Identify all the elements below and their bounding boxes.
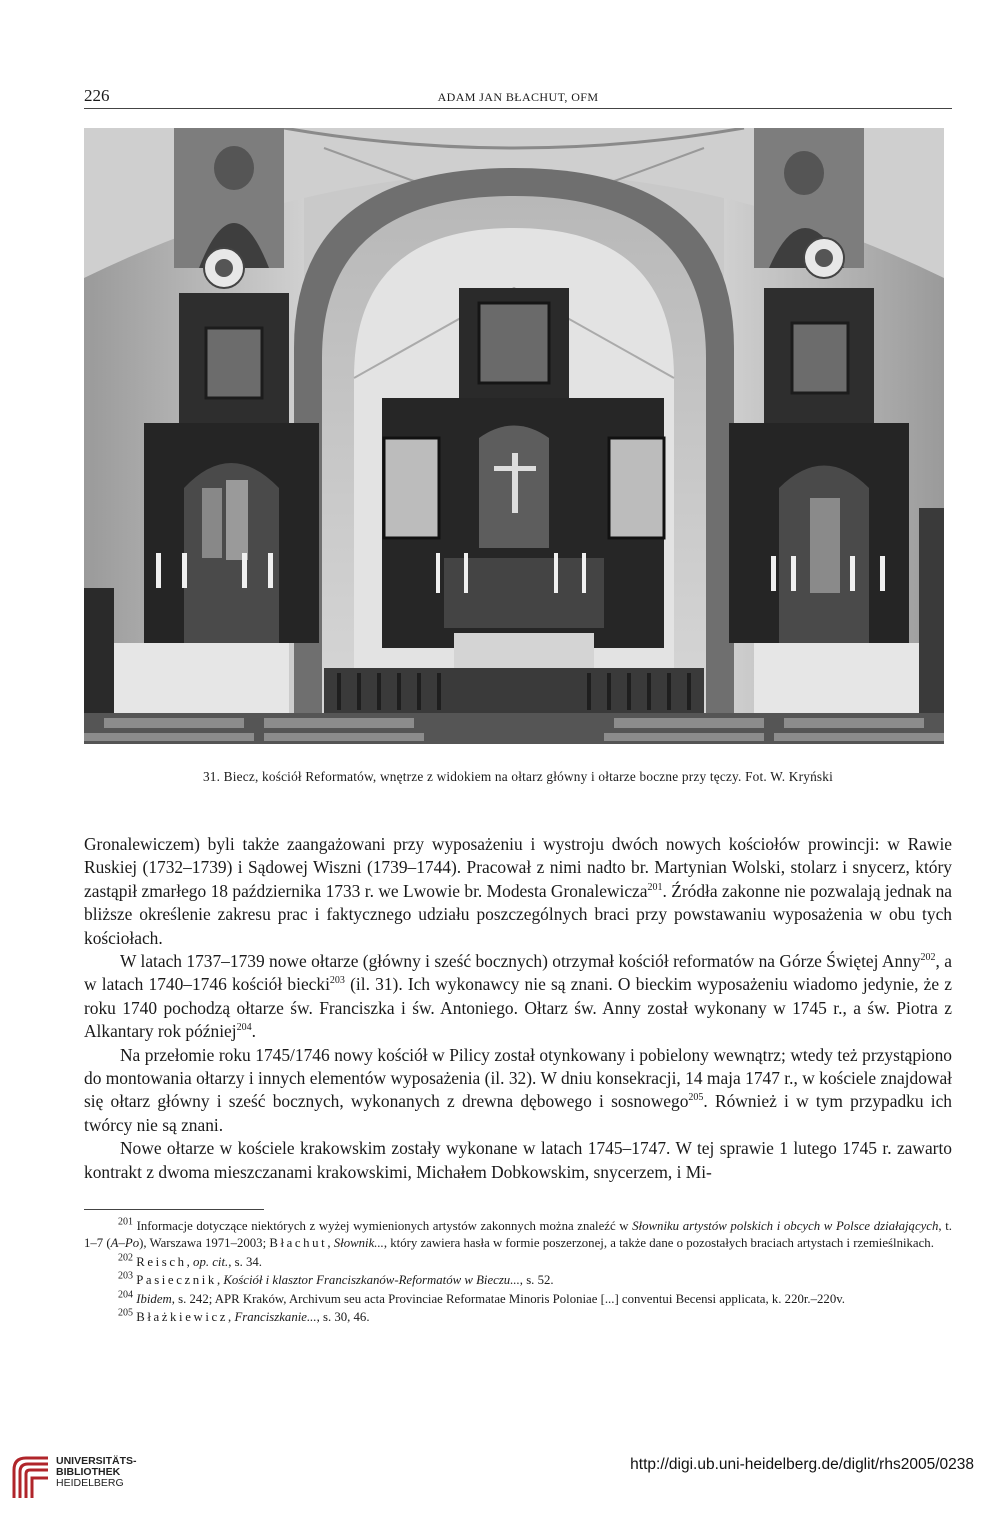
library-name — [56, 1456, 137, 1489]
text-run: , s. 242; APR Kraków, Archivum seu acta Provinciae Reformatae Minoris Poloniae [...] conventui Becensi applicata, k. 220r.–220v. — [171, 1291, 845, 1306]
footnote-number: 201 — [118, 1216, 133, 1228]
church-interior-photo — [84, 128, 944, 744]
text-run-italic: Słownik... — [333, 1236, 384, 1251]
library-name-line: UNIVERSITÄTS- — [56, 1455, 137, 1467]
footnote-ref-203: 203 — [329, 975, 345, 987]
text-run-italic: Kościół i klasztor Franciszkanów-Reformatów w Bieczu... — [223, 1273, 520, 1288]
footnote-ref-205: 205 — [688, 1092, 704, 1104]
text-run-italic: Franciszkanie... — [234, 1310, 317, 1325]
library-name-line: HEIDELBERG — [56, 1477, 124, 1489]
footnote-number: 204 — [118, 1289, 133, 1301]
church-interior-illustration — [84, 128, 944, 744]
running-head: ADAM JAN BŁACHUT, OFM — [437, 90, 599, 104]
text-run: , — [228, 1310, 235, 1325]
text-run: Na przełomie roku 1745/1746 nowy kościół w Pilicy został otynkowany i pobielony wewnątrz; wtedy też przystąpiono do montowania ołtarzy i innych elementów wyposażenia (il. 32). W dniu konsekracji, 14 maja 1747 r., w kościele znajdował się ołtarz główny i sześć bocznych, wykonanych z drewna dębowego i sosnowego — [84, 1044, 952, 1112]
author-name: Błachut — [269, 1236, 328, 1251]
text-run: , s. 30, 46. — [316, 1310, 370, 1325]
footnote-203 — [84, 1272, 952, 1289]
text-run: , który zawiera hasła w formie poszerzonej, a także dane o pozostałych braciach artystach i rzemieślnikach. — [383, 1236, 934, 1251]
text-run: , s. 34. — [228, 1254, 263, 1269]
text-run: . Źródła zakonne nie pozwalają jednak na bliższe określenie zakresu prac i faktycznego udziału poszczególnych braci przy powstawaniu wyposażenia w obu tych kościołach. — [84, 880, 952, 948]
footnote-204 — [84, 1291, 952, 1308]
text-run: , a w latach 1740–1746 kościół biecki — [84, 951, 952, 995]
text-run: Gronalewiczem) byli także zaangażowani przy wyposażeniu i wystroju dwóch nowych kościołów prowincji: w Rawie Ruskiej (1732–1739) i Sądowej Wiszni (1739–1744). Pracował z nimi nadto br. Martynian Wolski, stolarz i snycerz, który zastąpił zmarłego 18 października 1733 r. we Lwowie br. Modesta Gronalewicza — [84, 834, 952, 901]
text-run: , — [327, 1236, 334, 1251]
paragraph-2 — [84, 950, 952, 1044]
figure-caption: 31. Biecz, kościół Reformatów, wnętrze z widokiem na ołtarz główny i ołtarze boczne przy tęczy. Fot. W. Kryński — [202, 769, 834, 784]
text-run-italic: op. cit. — [193, 1254, 229, 1269]
library-emblem-icon — [12, 1456, 50, 1500]
library-name-line: BIBLIOTHEK — [56, 1466, 121, 1478]
footnote-ref-202: 202 — [920, 952, 936, 964]
page-header — [84, 86, 952, 109]
source-url-link[interactable]: http://digi.ub.uni-heidelberg.de/diglit/rhs2005/0238 — [630, 1456, 974, 1473]
text-run: (il. 31). Ich wykonawcy nie są znani. O bieckim wyposażeniu wiadomo jedynie, że z roku 1740 pochodzą ołtarze św. Franciszka i św. Antoniego. Ołtarz św. Anny został wykonany w 1745 r., a św. Piotra z Alkantary rok później — [84, 974, 952, 1042]
footnote-number: 205 — [118, 1307, 133, 1319]
paragraph-1 — [84, 833, 952, 950]
footnote-divider — [84, 1209, 264, 1210]
footnotes — [84, 1218, 952, 1327]
library-logo[interactable] — [12, 1452, 162, 1500]
author-name: Pasiecznik — [136, 1273, 217, 1288]
page-number: 226 — [84, 86, 110, 105]
footnote-ref-204: 204 — [236, 1022, 252, 1034]
footnote-number: 203 — [118, 1270, 133, 1282]
author-name: Reisch — [136, 1254, 187, 1269]
text-run: W latach 1737–1739 nowe ołtarze (główny i sześć bocznych) otrzymał kościół reformatów na Górze Świętej Anny — [120, 951, 921, 972]
text-run: , — [216, 1273, 224, 1288]
text-run: . — [251, 1021, 256, 1042]
paragraph-3 — [84, 1044, 952, 1138]
text-run: Nowe ołtarze w kościele krakowskim zostały wykonane w latach 1745–1747. W tej sprawie 1 lutego 1745 r. zawarto kontrakt z dwoma mieszczanami krakowskimi, Michałem Dobkowskim, snycerzem, i Mi- — [84, 1138, 952, 1182]
text-run: , — [186, 1254, 194, 1269]
footnote-number: 202 — [118, 1252, 133, 1264]
footnote-201 — [84, 1218, 952, 1253]
author-name: Błażkiewicz — [136, 1310, 229, 1325]
footnote-ref-201: 201 — [647, 882, 663, 894]
text-run-italic: Słowniku artystów polskich i obcych w Polsce działających — [632, 1219, 939, 1233]
paragraph-4 — [84, 1137, 952, 1184]
footnote-202 — [84, 1254, 952, 1271]
text-run: . Również i w tym przypadku ich twórcy nie są znani. — [84, 1091, 953, 1135]
footnote-205 — [84, 1309, 952, 1326]
text-run: ), Warszawa 1971–2003; — [139, 1236, 270, 1251]
body-text — [84, 833, 952, 1184]
text-run: , s. 52. — [519, 1273, 554, 1288]
text-run: Informacje dotyczące niektórych z wyżej wymienionych artystów zakonnych można znaleźć w — [136, 1219, 633, 1233]
text-run: , t. 1–7 ( — [84, 1219, 952, 1251]
text-run-italic: A–Po — [110, 1236, 140, 1251]
text-run-italic: Ibidem — [136, 1291, 172, 1306]
